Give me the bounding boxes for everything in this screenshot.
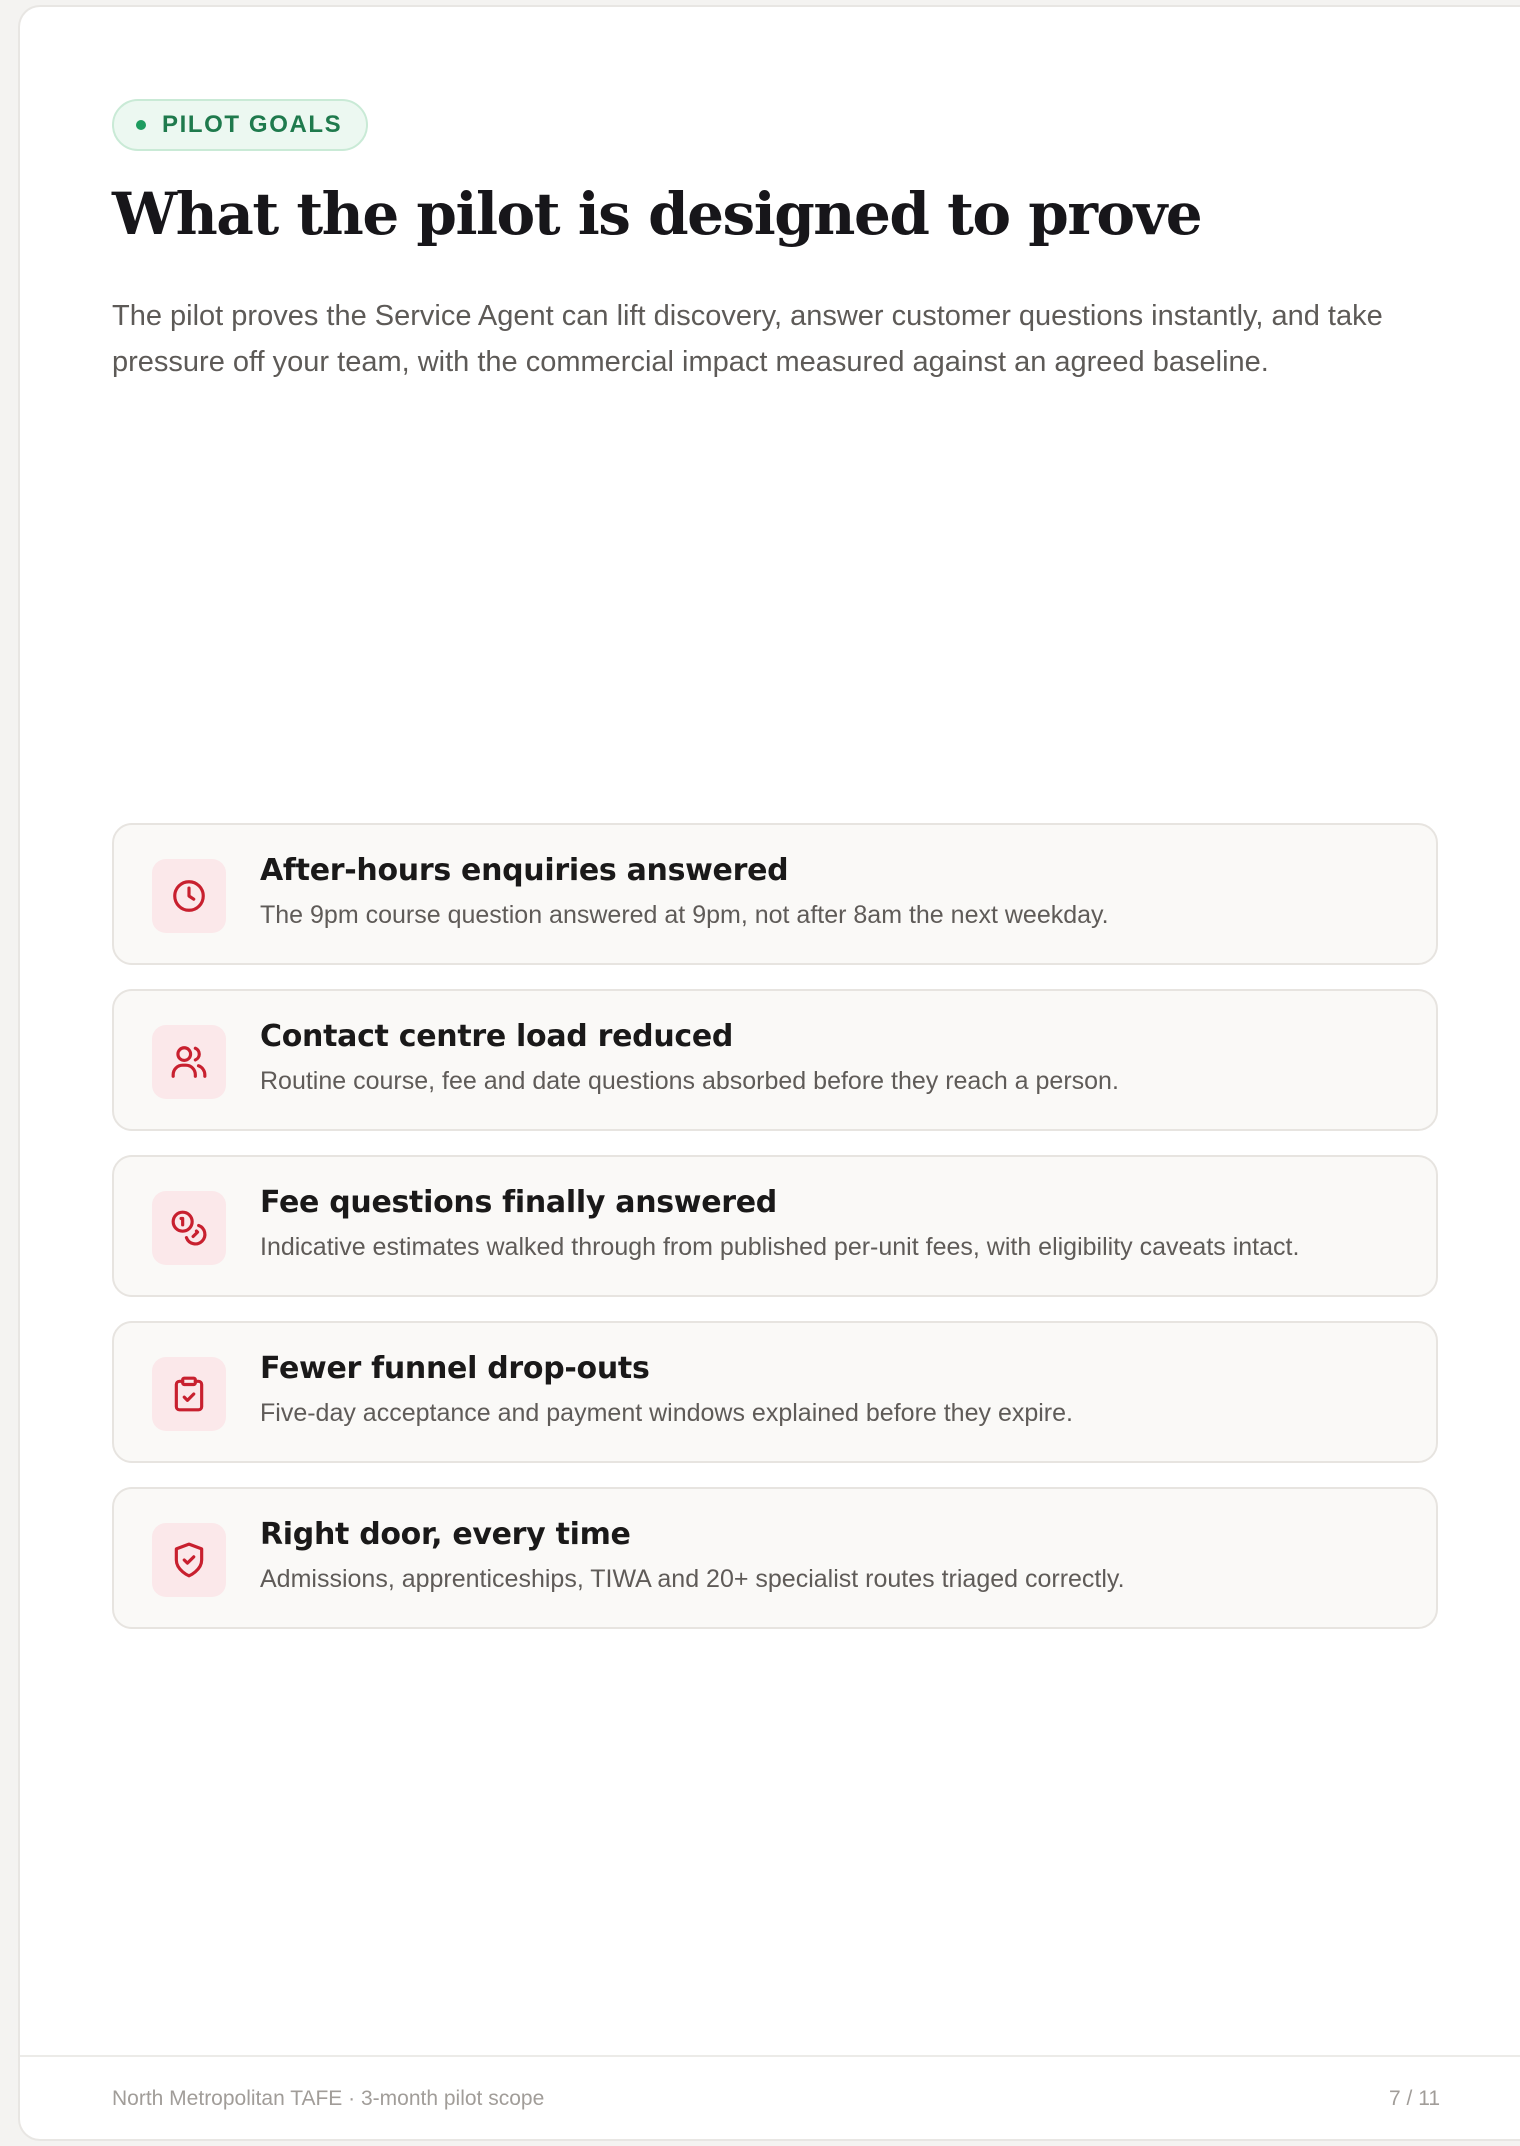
goal-title: Fee questions finally answered [260, 1185, 777, 1220]
footer-caption: North Metropolitan TAFE · 3-month pilot scope [112, 2087, 545, 2110]
goal-description: Admissions, apprenticeships, TIWA and 20+ specialist routes triaged correctly. [260, 1565, 1125, 1593]
clipboard-check-icon [152, 1357, 226, 1431]
goals-list [112, 823, 1438, 1653]
shield-check-icon [152, 1523, 226, 1597]
badge-label: PILOT GOALS [162, 111, 343, 138]
section-badge [112, 99, 368, 151]
goal-description: Indicative estimates walked through from published per-unit fees, with eligibility caveats intact. [260, 1233, 1300, 1261]
header-section [112, 99, 1458, 385]
goal-description: Routine course, fee and date questions absorbed before they reach a person. [260, 1067, 1119, 1095]
goal-description: Five-day acceptance and payment windows explained before they expire. [260, 1399, 1073, 1427]
goal-card [112, 1487, 1438, 1629]
goal-title: After-hours enquiries answered [260, 853, 789, 888]
page-title: What the pilot is designed to prove [112, 180, 1202, 248]
clock-icon [152, 859, 226, 933]
goal-card [112, 1155, 1438, 1297]
slide-page [18, 5, 1520, 2141]
goal-description: The 9pm course question answered at 9pm, not after 8am the next weekday. [260, 901, 1109, 929]
page-number: 7 / 11 [1389, 2087, 1440, 2110]
goal-title: Fewer funnel drop-outs [260, 1351, 650, 1386]
coins-icon [152, 1191, 226, 1265]
goal-title: Right door, every time [260, 1517, 631, 1552]
goal-card [112, 823, 1438, 965]
page-footer [20, 2055, 1520, 2141]
badge-dot-icon [136, 120, 146, 130]
page-lede: The pilot proves the Service Agent can lift discovery, answer customer questions instantly, and take pressure off your team, with the commercial impact measured against an agreed baseline. [112, 300, 1383, 378]
users-icon [152, 1025, 226, 1099]
goal-card [112, 989, 1438, 1131]
goal-title: Contact centre load reduced [260, 1019, 734, 1054]
goal-card [112, 1321, 1438, 1463]
